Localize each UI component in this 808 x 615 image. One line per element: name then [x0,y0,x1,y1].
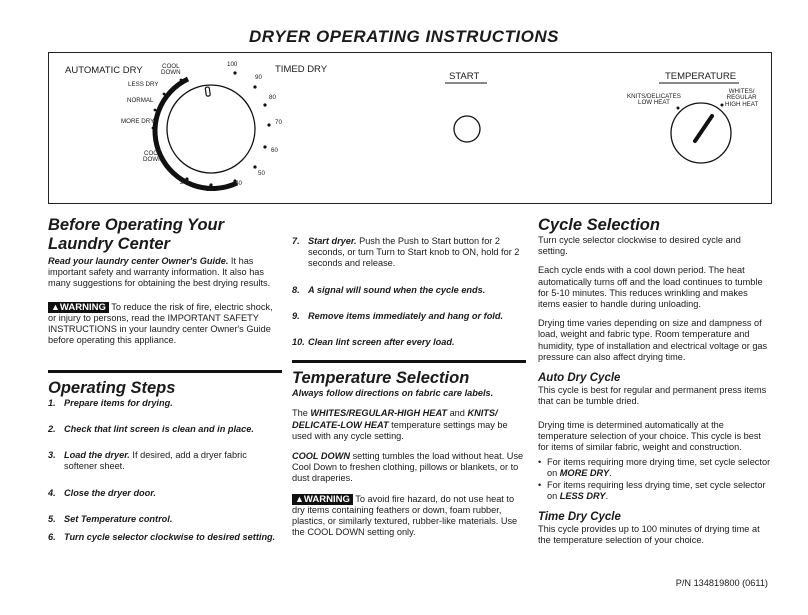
step-title: Turn cycle selector clockwise to desired setting. [64,531,276,542]
step-detail: If desired, add a dryer fabric softener sheet. [64,449,247,472]
dial-number-50: 50 [258,170,265,177]
temperature-label: TEMPERATURE [665,71,737,82]
right-column [538,216,772,551]
step-number: 2. [48,423,56,434]
step-detail: Push the Push to Start button for 2 seconds, or turn Turn to Start knob to ON, hold for 2 seconds and release. [308,236,520,269]
list-item [48,398,282,409]
warning-badge: ▲WARNING [48,302,109,313]
list-item: • For items requiring more drying time, set cycle selector on MORE DRY. [538,457,771,479]
list-item [48,450,282,472]
temperature-dial [671,103,731,163]
part-number: P/N 134819800 (0611) [675,578,768,588]
cycle-paragraph-1: Turn cycle selector clockwise to desired cycle and setting. [538,235,741,257]
less-dry-label: LESS DRY [128,81,159,88]
step-number: 10. [292,337,305,348]
time-dry-heading: Time Dry Cycle [538,511,621,524]
cool-down-top-label: COOL DOWN [161,63,181,77]
list-item [48,424,282,435]
operating-steps-list [48,398,282,542]
step-number: 5. [48,514,56,525]
step-number: 8. [292,284,300,295]
list-item [292,236,526,270]
fire-hazard-warning: ▲WARNING To avoid fire hazard, do not use heat to dry items containing feathers or down, foam rubber, plastics, or similarly textured, rubber-like materials. Use the COOL DOWN setting only. [292,493,518,538]
auto-dry-bullets [538,457,772,502]
step-title: Load the dryer. [64,449,130,460]
temperature-selection-heading: Temperature Selection [292,369,470,388]
dial-number-100: 100 [227,61,238,68]
dial-number-60: 60 [271,147,278,154]
dial-number-70: 70 [275,119,282,126]
middle-column [292,236,526,542]
step-title: Remove items immediately and hang or fold. [308,310,504,321]
step-title: Start dryer. [308,236,357,246]
temperature-paragraph-1: The WHITES/REGULAR-HIGH HEAT and KNITS/ DELICATE-LOW HEAT temperature settings may be used with any cycle setting. [292,408,508,441]
list-item [292,337,526,348]
dial-number-80: 80 [269,94,276,101]
list-item: • For items requiring less drying time, set cycle selector on LESS DRY. [538,479,766,501]
dial-number-90: 90 [255,74,262,81]
list-item [292,311,526,322]
step-title: Clean lint screen after every load. [308,337,455,348]
step-number: 9. [292,310,300,321]
start-button-knob [454,116,480,142]
cycle-paragraph-3: Drying time varies depending on size and dampness of load, weight and fabric type. Room temperature and humidity, type of installation and electrical voltage or gas pressure can also affect drying time. [538,318,768,362]
section-divider [48,370,282,373]
auto-dry-paragraph-1: This cycle is best for regular and permanent press items that can be tumble dried. [538,385,767,407]
dial-number-30: 30 [206,186,213,193]
page-title: DRYER OPERATING INSTRUCTIONS [249,27,559,46]
more-dry-label: MORE DRY [121,118,155,125]
auto-dry-paragraph-2: Drying time is determined automatically at the temperature selection of your choice. This cycle is best for items of similar fabric, weight and construction. [538,419,761,453]
step-number: 4. [48,488,56,499]
before-operating-paragraph: Read your laundry center Owner's Guide. It has important safety and warranty information. It also has many suggestions for obtaining the best drying results. [48,256,271,289]
normal-label: NORMAL [127,97,154,104]
list-item [292,285,526,296]
left-column [48,216,282,543]
section-divider [292,360,526,363]
step-number: 3. [48,449,56,460]
continued-steps-list [292,236,526,348]
auto-dry-heading: Auto Dry Cycle [538,372,621,385]
operating-steps-heading: Operating Steps [48,379,176,398]
dial-number-40: 40 [235,180,242,187]
list-item [48,488,282,499]
step-title: Prepare items for drying. [64,398,173,409]
step-title: A signal will sound when the cycle ends. [308,284,486,295]
start-label: START [449,71,480,82]
step-number: 1. [48,398,56,409]
knits-delicates-low-heat-label: KNITS/DELICATES LOW HEAT [627,93,681,107]
warning-triangle-icon: ▲ [51,301,60,312]
cycle-selector-dial [155,79,255,188]
before-operating-heading: Before Operating Your Laundry Center [48,216,225,253]
automatic-dry-label: AUTOMATIC DRY [65,65,143,76]
temperature-subheading: Always follow directions on fabric care labels. [292,388,494,399]
cool-down-bottom-label: COOL DOWN [143,150,163,164]
before-warning-paragraph: ▲WARNING To reduce the risk of fire, electric shock, or injury to persons, read the IMPORTANT SAFETY INSTRUCTIONS in your laundry center Owner's Guide before operating this appliance. [48,301,273,346]
list-item [48,514,282,525]
time-dry-paragraph: This cycle provides up to 100 minutes of drying time at the temperature selection of your choice. [538,524,760,546]
cycle-selection-heading: Cycle Selection [538,216,660,234]
warning-triangle-icon: ▲ [295,493,304,504]
step-number: 6. [48,531,56,542]
step-title: Close the dryer door. [64,488,156,499]
control-panel-illustration [48,52,772,204]
whites-regular-high-heat-label: WHITES/ REGULAR HIGH HEAT [725,88,759,108]
cycle-paragraph-2: Each cycle ends with a cool down period. The heat automatically turns off and the load continues to tumble for 5-10 minutes. This reduces wrinkling and makes items easier to handle during unloading. [538,265,763,310]
step-number: 7. [292,236,300,246]
step-title: Set Temperature control. [64,514,173,525]
temperature-paragraph-2: COOL DOWN setting tumbles the load without heat. Use Cool Down to freshen clothing, pillows or blankets, or to dust draperies. [292,451,524,484]
warning-badge: ▲WARNING [292,494,353,505]
step-title: Check that lint screen is clean and in place. [64,423,254,434]
timed-dry-label: TIMED DRY [275,64,328,75]
list-item [48,532,282,543]
dial-number-20: 20 [180,179,187,186]
